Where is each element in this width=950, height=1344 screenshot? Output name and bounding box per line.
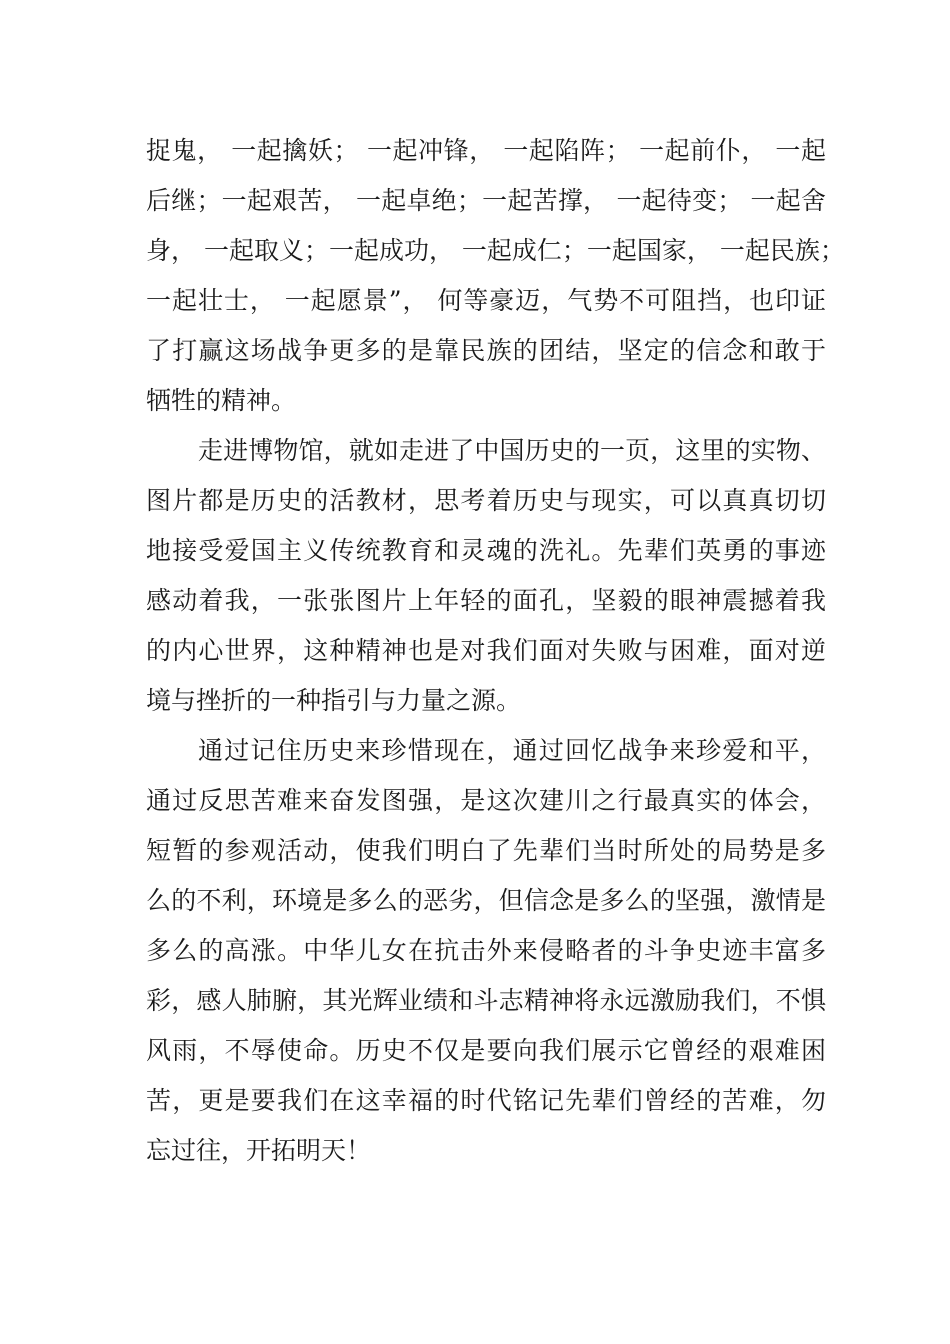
text-line: 苦，更是要我们在这幸福的时代铭记先辈们曾经的苦难，勿 xyxy=(146,1086,826,1115)
document-body xyxy=(146,126,845,1176)
text-line: 身， 一起取义；一起成功， 一起成仁；一起国家， 一起民族； xyxy=(146,236,845,265)
text-line: 风雨，不辱使命。历史不仅是要向我们展示它曾经的艰难困 xyxy=(146,1036,826,1065)
text-line: 彩，感人肺腑，其光辉业绩和斗志精神将永远激励我们，不惧 xyxy=(146,986,826,1015)
text-line: 感动着我，一张张图片上年轻的面孔，坚毅的眼神震撼着我 xyxy=(146,586,826,615)
text-line: 图片都是历史的活教材，思考着历史与现实，可以真真切切 xyxy=(146,486,826,515)
text-line: 忘过往，开拓明天！ xyxy=(146,1136,372,1165)
text-line: 了打赢这场战争更多的是靠民族的团结，坚定的信念和敢于 xyxy=(146,336,826,365)
text-line: 一起壮士， 一起愿景”， 何等豪迈，气势不可阻挡，也印证 xyxy=(146,286,826,315)
text-line: 捉鬼， 一起擒妖； 一起冲锋， 一起陷阵； 一起前仆， 一起 xyxy=(146,136,826,165)
text-line: 通过反思苦难来奋发图强，是这次建川之行最真实的体会， xyxy=(146,786,826,815)
text-line: 地接受爱国主义传统教育和灵魂的洗礼。先辈们英勇的事迹 xyxy=(146,536,826,565)
text-line: 多么的高涨。中华儿女在抗击外来侵略者的斗争史迹丰富多 xyxy=(146,936,826,965)
text-line: 后继；一起艰苦， 一起卓绝；一起苦撑， 一起待变； 一起舍 xyxy=(146,186,826,215)
text-line: 牺牲的精神。 xyxy=(146,386,297,415)
text-line: 走进博物馆，就如走进了中国历史的一页，这里的实物、 xyxy=(198,436,826,465)
text-line: 短暂的参观活动，使我们明白了先辈们当时所处的局势是多 xyxy=(146,836,826,865)
text-line: 通过记住历史来珍惜现在，通过回忆战争来珍爱和平， xyxy=(198,736,826,765)
text-line: 境与挫折的一种指引与力量之源。 xyxy=(146,686,522,715)
text-line: 的内心世界，这种精神也是对我们面对失败与困难，面对逆 xyxy=(146,636,826,665)
text-line: 么的不利，环境是多么的恶劣，但信念是多么的坚强，激情是 xyxy=(146,886,826,915)
